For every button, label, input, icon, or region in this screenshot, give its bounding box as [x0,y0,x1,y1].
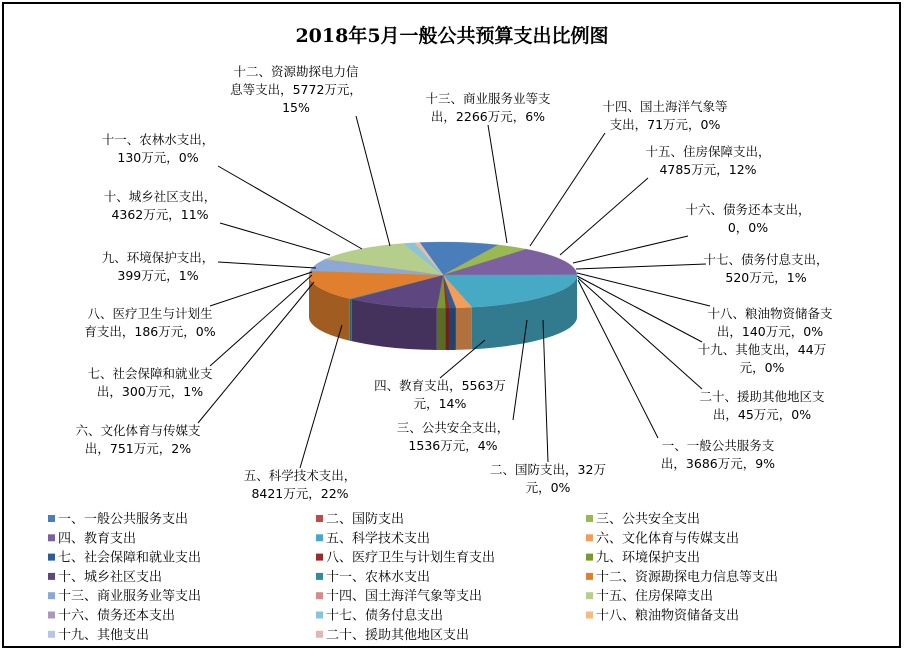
legend-label-15: 十五、住房保障支出 [596,589,714,605]
legend-label-5: 五、科学技术支出 [326,531,431,547]
data-label-20: 二十、援助其他地区支出，45万元，0% [699,389,825,422]
legend-label-16: 十六、债务还本支出 [58,608,176,624]
legend-label-11: 十一、农林水支出 [326,569,431,585]
legend-label-2: 二、国防支出 [326,512,405,527]
legend-label-14: 十四、国土海洋气象等支出 [326,589,483,605]
legend-label-7: 七、社会保障和就业支出 [58,550,202,566]
data-label-2: 二、国防支出，32万元，0% [490,462,606,495]
data-label-10: 十、城乡社区支出， 4362万元，11% [103,189,217,222]
legend-label-13: 十三、商业服务业等支出 [58,589,202,605]
legend-label-1: 一、一般公共服务支出 [58,512,189,527]
data-label-4: 四、教育支出，5563万元，14% [374,378,506,411]
data-label-6: 六、文化体育与传媒支出，751万元，2% [75,423,201,456]
legend-label-20: 二十、援助其他地区支出 [326,627,470,643]
data-label-19: 十九、其他支出，44万元，0% [697,342,827,375]
legend-label-9: 九、环境保护支出 [596,550,701,566]
data-label-16: 十六、债务还本支出， 0，0% [685,202,811,235]
data-label-11: 十一、农林水支出， 130万元，0% [101,132,215,165]
data-label-5: 五、科学技术支出， 8421万元，22% [243,468,357,501]
data-label-13: 十三、商业服务业等支出，2266万元，6% [425,91,551,124]
legend-label-10: 十、城乡社区支出 [58,569,163,585]
data-label-14: 十四、国土海洋气象等支出，71万元，0% [602,99,728,132]
chart-border [2,2,901,648]
legend-label-18: 十八、粮油物资储备支出 [596,608,740,624]
data-label-1: 一、一般公共服务支出，3686万元，9% [660,438,776,471]
legend-label-19: 十九、其他支出 [58,627,150,643]
data-label-8: 八、医疗卫生与计划生育支出，186万元，0% [84,306,216,339]
legend-label-6: 六、文化体育与传媒支出 [596,531,740,547]
data-label-12: 十二、资源勘探电力信息等支出，5772万元， 15% [230,64,362,115]
data-label-3: 三、公共安全支出， 1536万元，4% [396,420,510,453]
data-label-18: 十八、粮油物资储备支出，140万元，0% [707,306,833,339]
data-label-7: 七、社会保障和就业支出，300万元，1% [87,366,213,399]
legend-label-4: 四、教育支出 [58,531,137,547]
data-label-9: 九、环境保护支出， 399万元，1% [101,250,215,283]
legend-label-12: 十二、资源勘探电力信息等支出 [596,569,779,585]
data-label-15: 十五、住房保障支出， 4785万元，12% [645,144,771,177]
chart-title: 2018年5月一般公共预算支出比例图 [295,25,609,47]
legend-label-8: 八、医疗卫生与计划生育支出 [326,550,496,566]
legend-label-17: 十七、债务付息支出 [326,608,444,624]
legend-label-3: 三、公共安全支出 [596,512,701,527]
data-label-17: 十七、债务付息支出， 520万元，1% [703,252,829,285]
